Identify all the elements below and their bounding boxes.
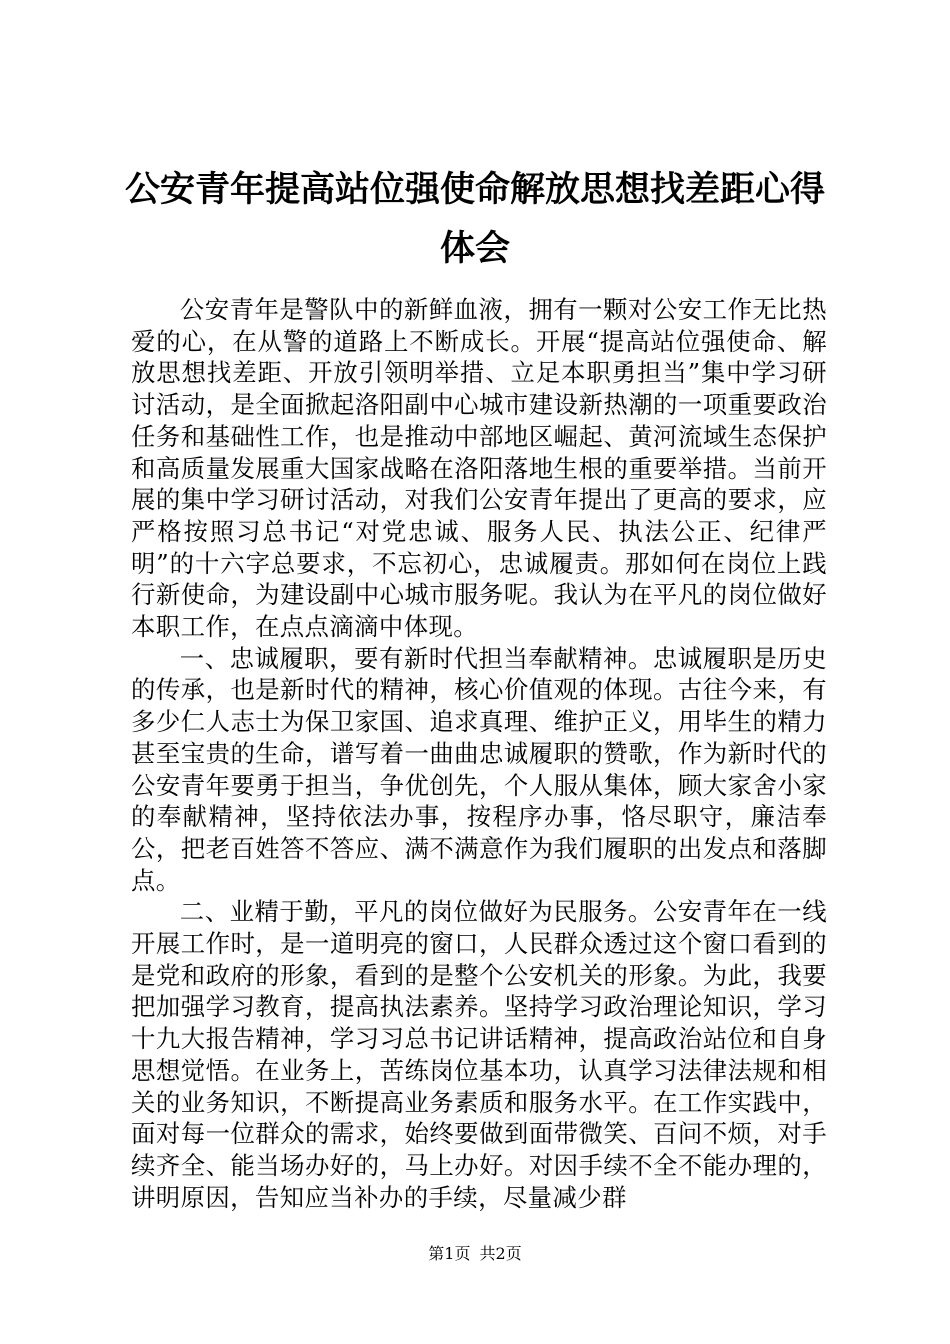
paragraph-section-1: 一、忠诚履职，要有新时代担当奉献精神。忠诚履职是历史的传承，也是新时代的精神，核心价值观的体现。古往今来，有多少仁人志士为保卫家国、追求真理、维护正义，用毕生的精力甚至宝贵的生命，谱写着一曲曲忠诚履职的赞歌，作为新时代的公安青年要勇于担当，争优创先，个人服从集体，顾大家舍小家的奉献精神，坚持依法办事，按程序办事，恪尽职守，廉洁奉公，把老百姓答不答应、满不满意作为我们履职的出发点和落脚点。 (131, 643, 827, 895)
document-body (131, 294, 827, 1213)
paragraph-intro: 公安青年是警队中的新鲜血液，拥有一颗对公安工作无比热爱的心，在从警的道路上不断成长。开展“提高站位强使命、解放思想找差距、开放引领明举措、立足本职勇担当”集中学习研讨活动，是全面掀起洛阳副中心城市建设新热潮的一项重要政治任务和基础性工作，也是推动中部地区崛起、黄河流域生态保护和高质量发展重大国家战略在洛阳落地生根的重要举措。当前开展的集中学习研讨活动，对我们公安青年提出了更高的要求，应严格按照习总书记“对党忠诚、服务人民、执法公正、纪律严明”的十六字总要求，不忘初心，忠诚履责。那如何在岗位上践行新使命，为建设副中心城市服务呢。我认为在平凡的岗位做好本职工作，在点点滴滴中体现。 (131, 295, 827, 642)
paragraph-section-2: 二、业精于勤，平凡的岗位做好为民服务。公安青年在一线开展工作时，是一道明亮的窗口，人民群众透过这个窗口看到的是党和政府的形象，看到的是整个公安机关的形象。为此，我要把加强学习教育，提高执法素养。坚持学习政治理论知识，学习十九大报告精神，学习习总书记讲话精神，提高政治站位和自身思想觉悟。在业务上，苦练岗位基本功，认真学习法律法规和相关的业务知识，不断提高业务素质和服务水平。在工作实践中，面对每一位群众的需求，始终要做到面带微笑、百问不烦，对手续齐全、能当场办好的，马上办好。对因手续不全不能办理的，讲明原因，告知应当补办的手续，尽量减少群 (131, 897, 827, 1212)
page-number-total: 共2页 (479, 1244, 522, 1263)
page-number-current: 第1页 (428, 1244, 471, 1263)
page-footer (0, 1243, 950, 1265)
document-title: 公安青年提高站位强使命解放思想找差距心得体会 (124, 169, 825, 269)
